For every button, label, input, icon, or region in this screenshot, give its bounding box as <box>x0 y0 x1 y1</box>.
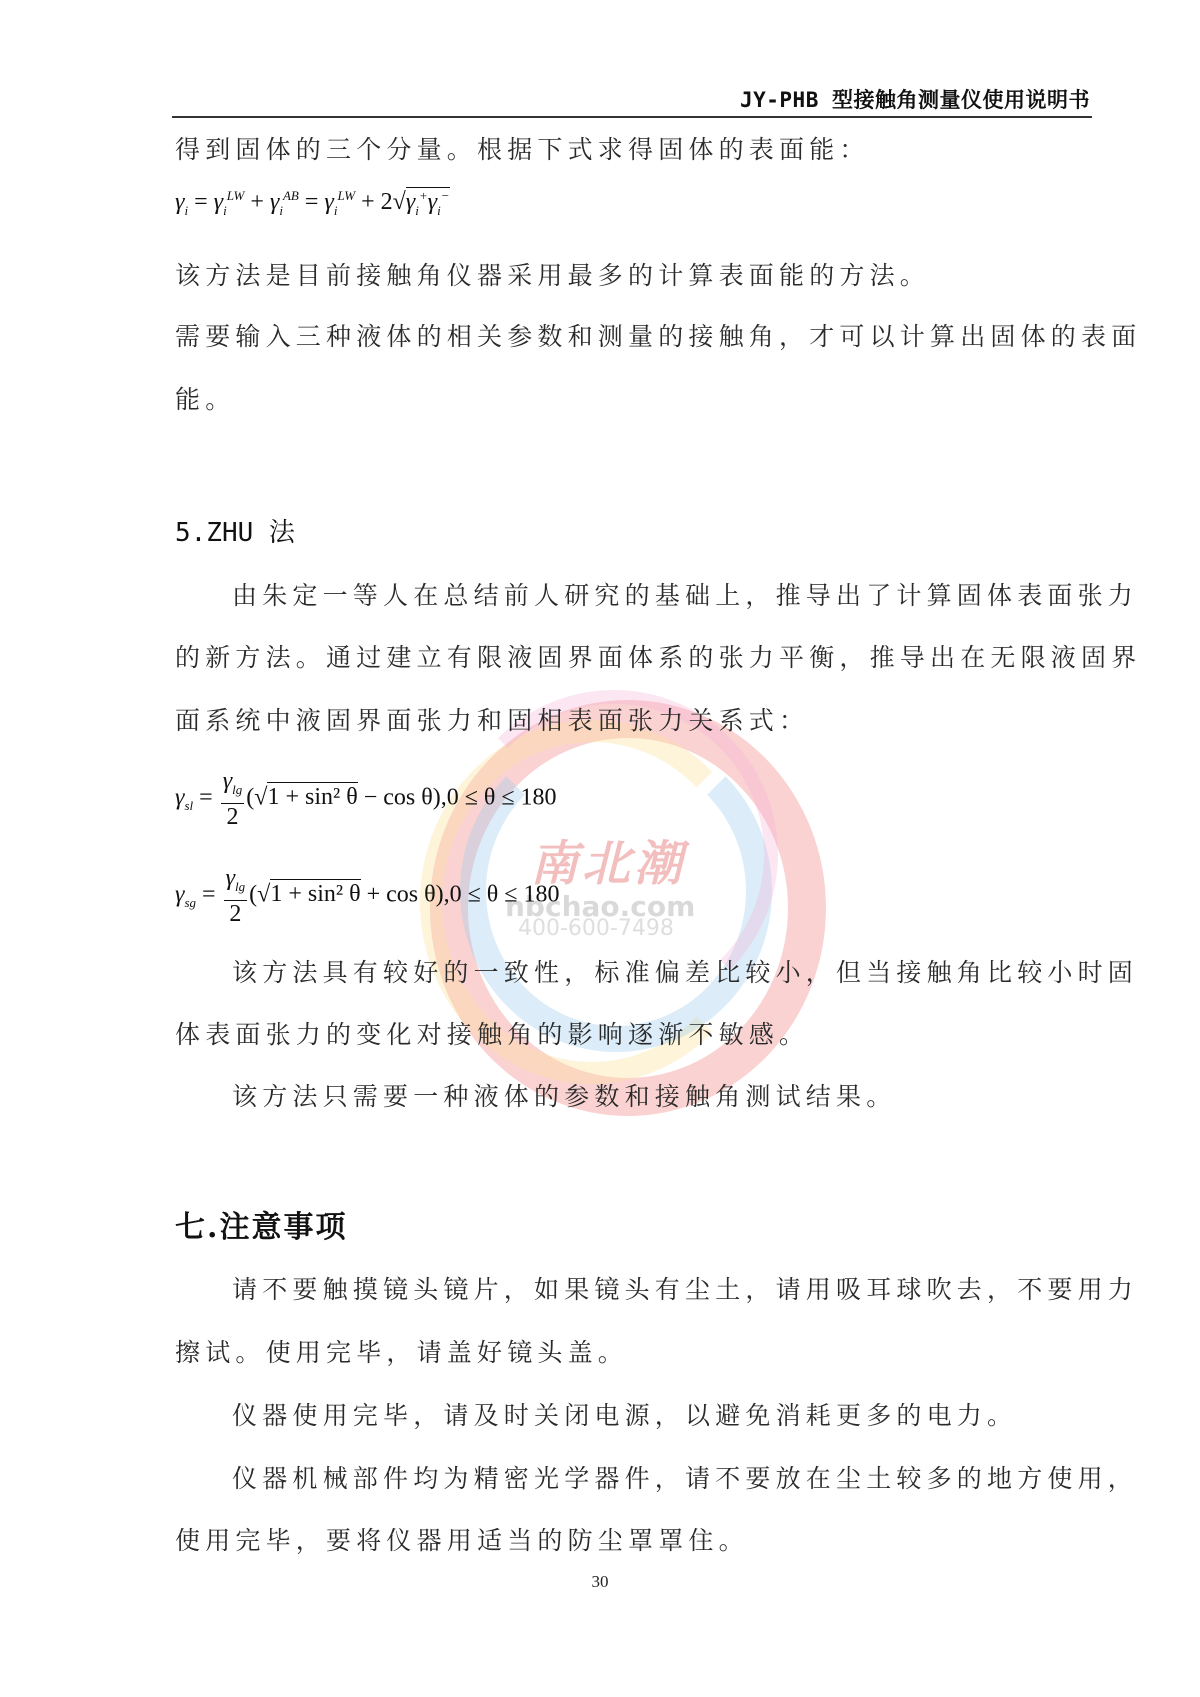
paragraph-line: 该方法具有较好的一致性，标准偏差比较小，但当接触角比较小时固 <box>232 958 1139 987</box>
document-header-title: JY-PHB 型接触角测量仪使用说明书 <box>739 88 1090 112</box>
paragraph-line: 擦试。使用完毕，请盖好镜头盖。 <box>175 1338 629 1367</box>
watermark-brand: 南北潮 <box>530 836 687 892</box>
section-heading-zhu-method: 5.ZHU 法 <box>175 518 295 548</box>
paragraph-line: 该方法是目前接触角仪器采用最多的计算表面能的方法。 <box>175 261 931 290</box>
watermark-domain: nbchao.com <box>505 890 696 923</box>
formula-gamma-sl: $\gamma_{sl}$ = $\frac{\gamma_{lg}}{2}$ (√1 + sin² θ − cos θ),0 ≤ θ ≤ 180 <box>175 768 557 830</box>
chapter-heading-precautions: 七.注意事项 <box>175 1210 348 1245</box>
paragraph-line: 使用完毕，要将仪器用适当的防尘罩罩住。 <box>175 1526 749 1555</box>
paragraph-line: 面系统中液固界面张力和固相表面张力关系式： <box>175 706 810 735</box>
header-divider <box>172 116 1092 118</box>
paragraph-line: 仪器使用完毕，请及时关闭电源，以避免消耗更多的电力。 <box>232 1401 1018 1430</box>
page-number: 30 <box>591 1572 609 1591</box>
watermark-phone: 400-600-7498 <box>518 916 674 941</box>
paragraph-line: 体表面张力的变化对接触角的影响逐渐不敏感。 <box>175 1020 810 1049</box>
formula-gamma-sg: $\gamma_{sg}$ = $\frac{\gamma_{lg}}{2}$ (√1 + sin² θ + cos θ),0 ≤ θ ≤ 180 <box>175 865 560 927</box>
paragraph-line: 由朱定一等人在总结前人研究的基础上，推导出了计算固体表面张力 <box>232 581 1139 610</box>
paragraph-line: 能。 <box>175 385 236 414</box>
paragraph-line: 的新方法。通过建立有限液固界面体系的张力平衡，推导出在无限液固界 <box>175 643 1142 672</box>
paragraph-line: 请不要触摸镜头镜片，如果镜头有尘土，请用吸耳球吹去，不要用力 <box>232 1275 1139 1304</box>
paragraph-line: 得到固体的三个分量。根据下式求得固体的表面能： <box>175 135 870 164</box>
paragraph-line: 该方法只需要一种液体的参数和接触角测试结果。 <box>232 1082 897 1111</box>
paragraph-line: 仪器机械部件均为精密光学器件，请不要放在尘土较多的地方使用， <box>232 1464 1139 1493</box>
paragraph-line: 需要输入三种液体的相关参数和测量的接触角，才可以计算出固体的表面 <box>175 322 1142 351</box>
formula-surface-energy: $\gamma_i = \gamma_i^{LW} + \gamma_i^{AB} = \gamma_i^{LW} + 2√\gamma_i^+\gamma_i^-$ <box>175 188 450 218</box>
